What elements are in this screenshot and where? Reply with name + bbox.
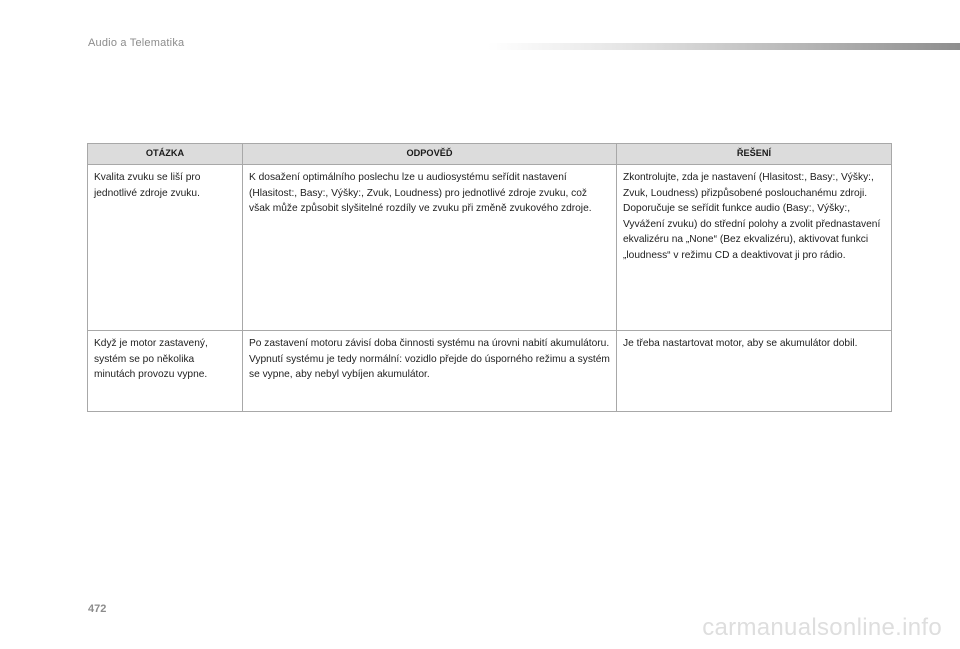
- section-title: Audio a Telematika: [88, 37, 185, 49]
- question-cell: Kvalita zvuku se liší pro jednotlivé zdroje zvuku.: [88, 165, 243, 331]
- column-header-answer: ODPOVĚĎ: [243, 144, 617, 165]
- answer-line: Vypnutí systému je tedy normální: vozidlo přejde do úsporného režimu a systém se vypne, aby nebyl vybíjen akumulátor.: [249, 353, 610, 381]
- page-number: 472: [88, 603, 107, 615]
- answer-cell: [243, 331, 617, 412]
- question-cell: Když je motor zastavený, systém se po několika minutách provozu vypne.: [88, 331, 243, 412]
- column-header-solution: ŘEŠENÍ: [617, 144, 892, 165]
- watermark: carmanualsonline.info: [702, 614, 942, 641]
- solution-cell: Zkontrolujte, zda je nastavení (Hlasitost:, Basy:, Výšky:, Zvuk, Loudness) přizpůsobené poslouchanému zdroji. Doporučuje se seřídit funkce audio (Basy:, Výšky:, Vyvážení zvuku) do střední polohy a zvolit přednastavení ekvalizéru na „None“ (Bez ekvalizéru), aktivovat funkci „loudness“ v režimu CD a deaktivovat ji pro rádio.: [617, 165, 892, 331]
- answer-cell: K dosažení optimálního poslechu lze u audiosystému seřídit nastavení (Hlasitost:, Basy:, Výšky:, Zvuk, Loudness) pro jednotlivé zdroje zvuku, což však může způsobit slyšitelné rozdíly ve zvuku při změně zvukového zdroje.: [243, 165, 617, 331]
- solution-cell: Je třeba nastartovat motor, aby se akumulátor dobil.: [617, 331, 892, 412]
- table-row: [88, 331, 892, 412]
- answer-line: Po zastavení motoru závisí doba činnosti systému na úrovni nabití akumulátoru.: [249, 338, 610, 349]
- table-header-row: [88, 144, 892, 165]
- table-row: [88, 165, 892, 331]
- header-gradient-rule: [488, 43, 960, 50]
- column-header-question: OTÁZKA: [88, 144, 243, 165]
- troubleshooting-table: [87, 143, 892, 412]
